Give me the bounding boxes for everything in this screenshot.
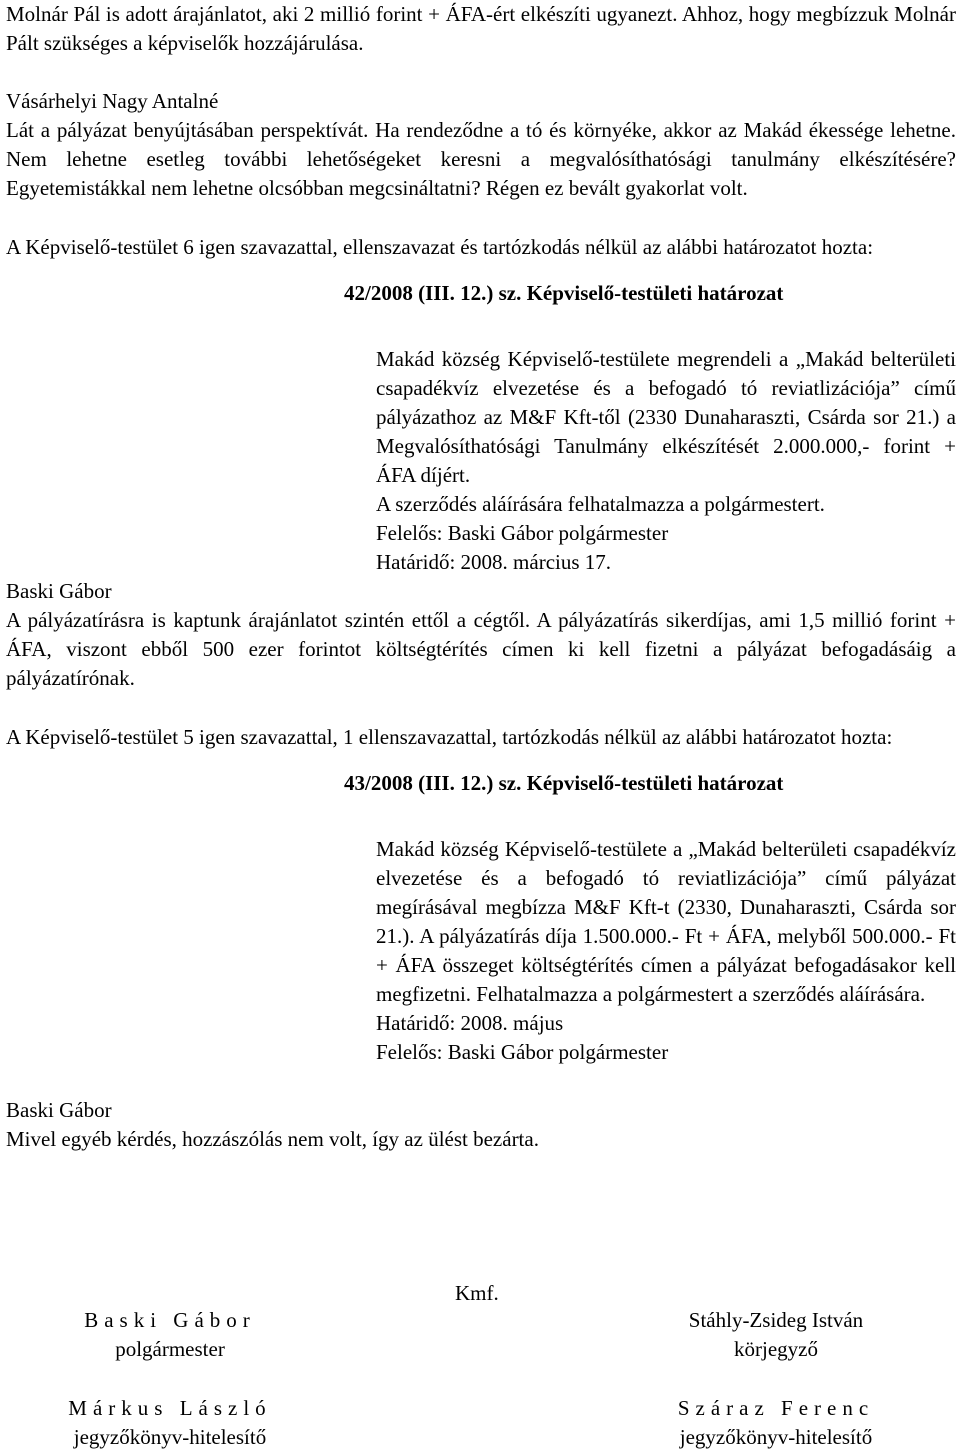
resolution-responsible: Felelős: Baski Gábor polgármester — [376, 1040, 669, 1064]
resolution-text: Makád község Képviselő-testülete a „Makád belterületi csapadékvíz elvezetése és a befogadó tó reviatlizációja” című pályázat megírásával megbízza M&F Kft-t (2330, Dunaharaszti, Csárda sor 21.). A pályázatírás díja 1.500.000.- Ft + ÁFA, melyből 500.000.- Ft + ÁFA összeget költségtérítés címen a pályázat befogadásakor kell megfizetni. Felhatalmazza a polgármestert a szerződés aláírására. — [376, 837, 956, 1006]
signature-name: Stáhly-Zsideg István — [688, 1308, 864, 1332]
resolution-title: 43/2008 (III. 12.) sz. Képviselő-testületi határozat — [344, 771, 784, 795]
signature-block-authenticator-1 — [0, 1394, 340, 1452]
signature-block-mayor — [0, 1306, 340, 1364]
resolution-body — [376, 835, 956, 1067]
speaker-statement: A pályázatírásra is kaptunk árajánlatot szintén ettől a cégtől. A pályázatírás sikerdíjas, ami 1,5 millió forint + ÁFA, viszont ebből 500 ezer forintot költségtérítés címen ki kell fizetni a pályázat befogadásáig a pályázatírónak. — [6, 608, 956, 690]
kmf-label: Kmf. — [455, 1281, 499, 1305]
signature-name: Baski Gábor — [84, 1308, 256, 1332]
resolution-authorization: A szerződés aláírására felhatalmazza a polgármestert. — [376, 492, 825, 516]
signature-role: körjegyző — [734, 1337, 818, 1361]
signature-role: jegyzőkönyv-hitelesítő — [679, 1425, 873, 1449]
resolution-title: 42/2008 (III. 12.) sz. Képviselő-testületi határozat — [344, 281, 784, 305]
resolution-body — [376, 345, 956, 577]
closing-statement: Mivel egyéb kérdés, hozzászólás nem volt, így az ülést bezárta. — [6, 1127, 539, 1151]
document-page — [6, 0, 956, 1154]
resolution-deadline: Határidő: 2008. március 17. — [376, 550, 612, 574]
signature-block-authenticator-2 — [606, 1394, 946, 1452]
signature-block-notary — [606, 1306, 946, 1364]
resolution-text: Makád község Képviselő-testülete megrendeli a „Makád belterületi csapadékvíz elvezetése és a befogadó tó reviatlizációja” című pályázathoz az M&F Kft-től (2330 Dunaharaszti, Csárda sor 21.) a Megvalósíthatósági Tanulmány elkészítését 2.000.000,- forint + ÁFA díjért. — [376, 347, 956, 487]
speaker-name: Baski Gábor — [6, 579, 112, 603]
signature-role: polgármester — [115, 1337, 225, 1361]
vote-statement: A Képviselő-testület 5 igen szavazattal, 1 ellenszavazattal, tartózkodás nélkül az alábbi határozatot hozta: — [6, 725, 893, 749]
speaker-statement: Lát a pályázat benyújtásában perspektívát. Ha rendeződne a tó és környéke, akkor az Makád ékessége lehetne. Nem lehetne esetleg további lehetőségeket keresni a megvalósíthatósági tanulmány elkészítésére? Egyetemistákkal nem lehetne olcsóbban megcsináltatni? Régen ez bevált gyakorlat volt. — [6, 118, 956, 200]
signature-name: Száraz Ferenc — [677, 1396, 875, 1420]
intro-paragraph: Molnár Pál is adott árajánlatot, aki 2 millió forint + ÁFA-ért elkészíti ugyanezt. Ahhoz, hogy megbízzuk Molnár Pált szükséges a képviselők hozzájárulása. — [6, 2, 956, 55]
speaker-name: Vásárhelyi Nagy Antalné — [6, 89, 219, 113]
signature-name: Márkus László — [68, 1396, 272, 1420]
vote-statement: A Képviselő-testület 6 igen szavazattal, ellenszavazat és tartózkodás nélkül az alábbi határozatot hozta: — [6, 235, 874, 259]
signature-role: jegyzőkönyv-hitelesítő — [73, 1425, 267, 1449]
speaker-name: Baski Gábor — [6, 1098, 112, 1122]
resolution-responsible: Felelős: Baski Gábor polgármester — [376, 521, 669, 545]
resolution-deadline: Határidő: 2008. május — [376, 1011, 564, 1035]
